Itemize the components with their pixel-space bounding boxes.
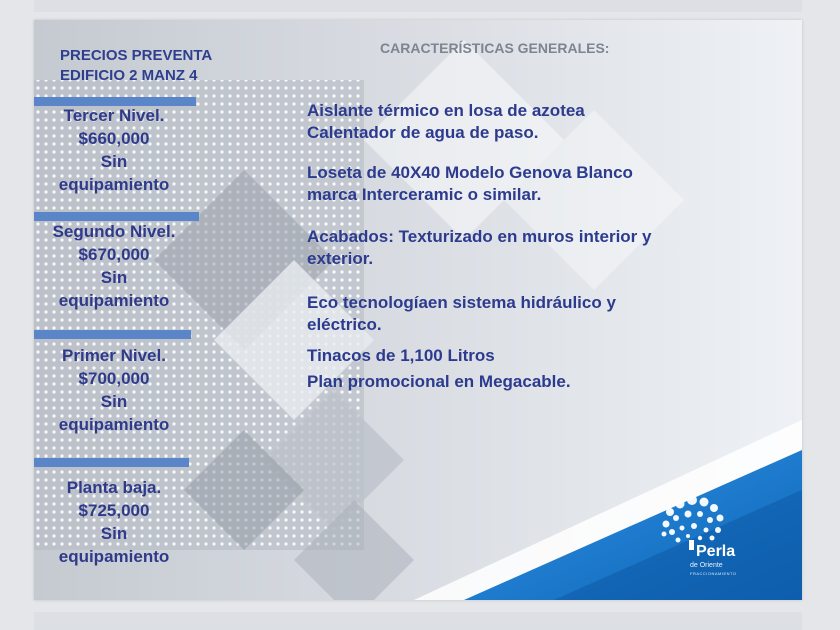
level-note: Sin <box>100 268 128 287</box>
logo-tagline: FRACCIONAMIENTO <box>690 571 737 576</box>
feature-line: Plan promocional en Megacable. <box>307 372 571 391</box>
feature-line: Tinacos de 1,100 Litros <box>307 346 495 365</box>
feature-line: Loseta de 40X40 Modelo Genova Blanco <box>307 163 633 182</box>
level-price: $725,000 <box>78 501 150 520</box>
feature-item <box>307 100 727 144</box>
level-block <box>34 344 194 436</box>
level-note: Sin <box>100 524 128 543</box>
level-note: equipamiento <box>58 175 170 194</box>
level-name: Segundo Nivel. <box>52 222 176 241</box>
feature-item <box>307 345 727 393</box>
logo-name: Perla <box>696 543 736 560</box>
feature-line: eléctrico. <box>307 315 382 334</box>
price-slide <box>34 20 802 600</box>
feature-item <box>307 292 727 336</box>
title-line: PRECIOS PREVENTA <box>60 47 213 64</box>
level-name: Primer Nivel. <box>62 346 166 365</box>
feature-line: Acabados: Texturizado en muros interior y <box>307 227 652 246</box>
level-note: Sin <box>100 392 128 411</box>
feature-item <box>307 226 727 270</box>
divider-bar <box>34 330 191 339</box>
level-price: $660,000 <box>78 129 150 148</box>
level-note: equipamiento <box>58 415 170 434</box>
feature-line: Aislante térmico en losa de azotea <box>307 101 585 120</box>
level-name: Tercer Nivel. <box>63 106 165 125</box>
next-slide-edge <box>34 612 802 630</box>
level-block <box>34 104 194 196</box>
level-note: Sin <box>100 152 128 171</box>
feature-line: marca Interceramic o similar. <box>307 185 542 204</box>
level-note: equipamiento <box>58 547 170 566</box>
level-block <box>34 220 194 312</box>
level-price: $700,000 <box>78 369 150 388</box>
level-block <box>34 476 194 568</box>
feature-line: exterior. <box>307 249 374 268</box>
feature-line: Calentador de agua de paso. <box>307 123 539 142</box>
price-list-title <box>60 46 240 86</box>
feature-line: Eco tecnologíaen sistema hidráulico y <box>307 293 616 312</box>
logo-subtitle: de Oriente <box>690 562 723 569</box>
divider-bar <box>34 458 189 467</box>
features-title: CARACTERÍSTICAS GENERALES: <box>380 40 610 56</box>
feature-item <box>307 162 727 206</box>
price-list <box>34 20 234 600</box>
level-price: $670,000 <box>78 245 150 264</box>
level-note: equipamiento <box>58 291 170 310</box>
title-line: EDIFICIO 2 MANZ 4 <box>60 67 198 84</box>
level-name: Planta baja. <box>66 478 162 497</box>
previous-slide-edge <box>34 0 802 12</box>
